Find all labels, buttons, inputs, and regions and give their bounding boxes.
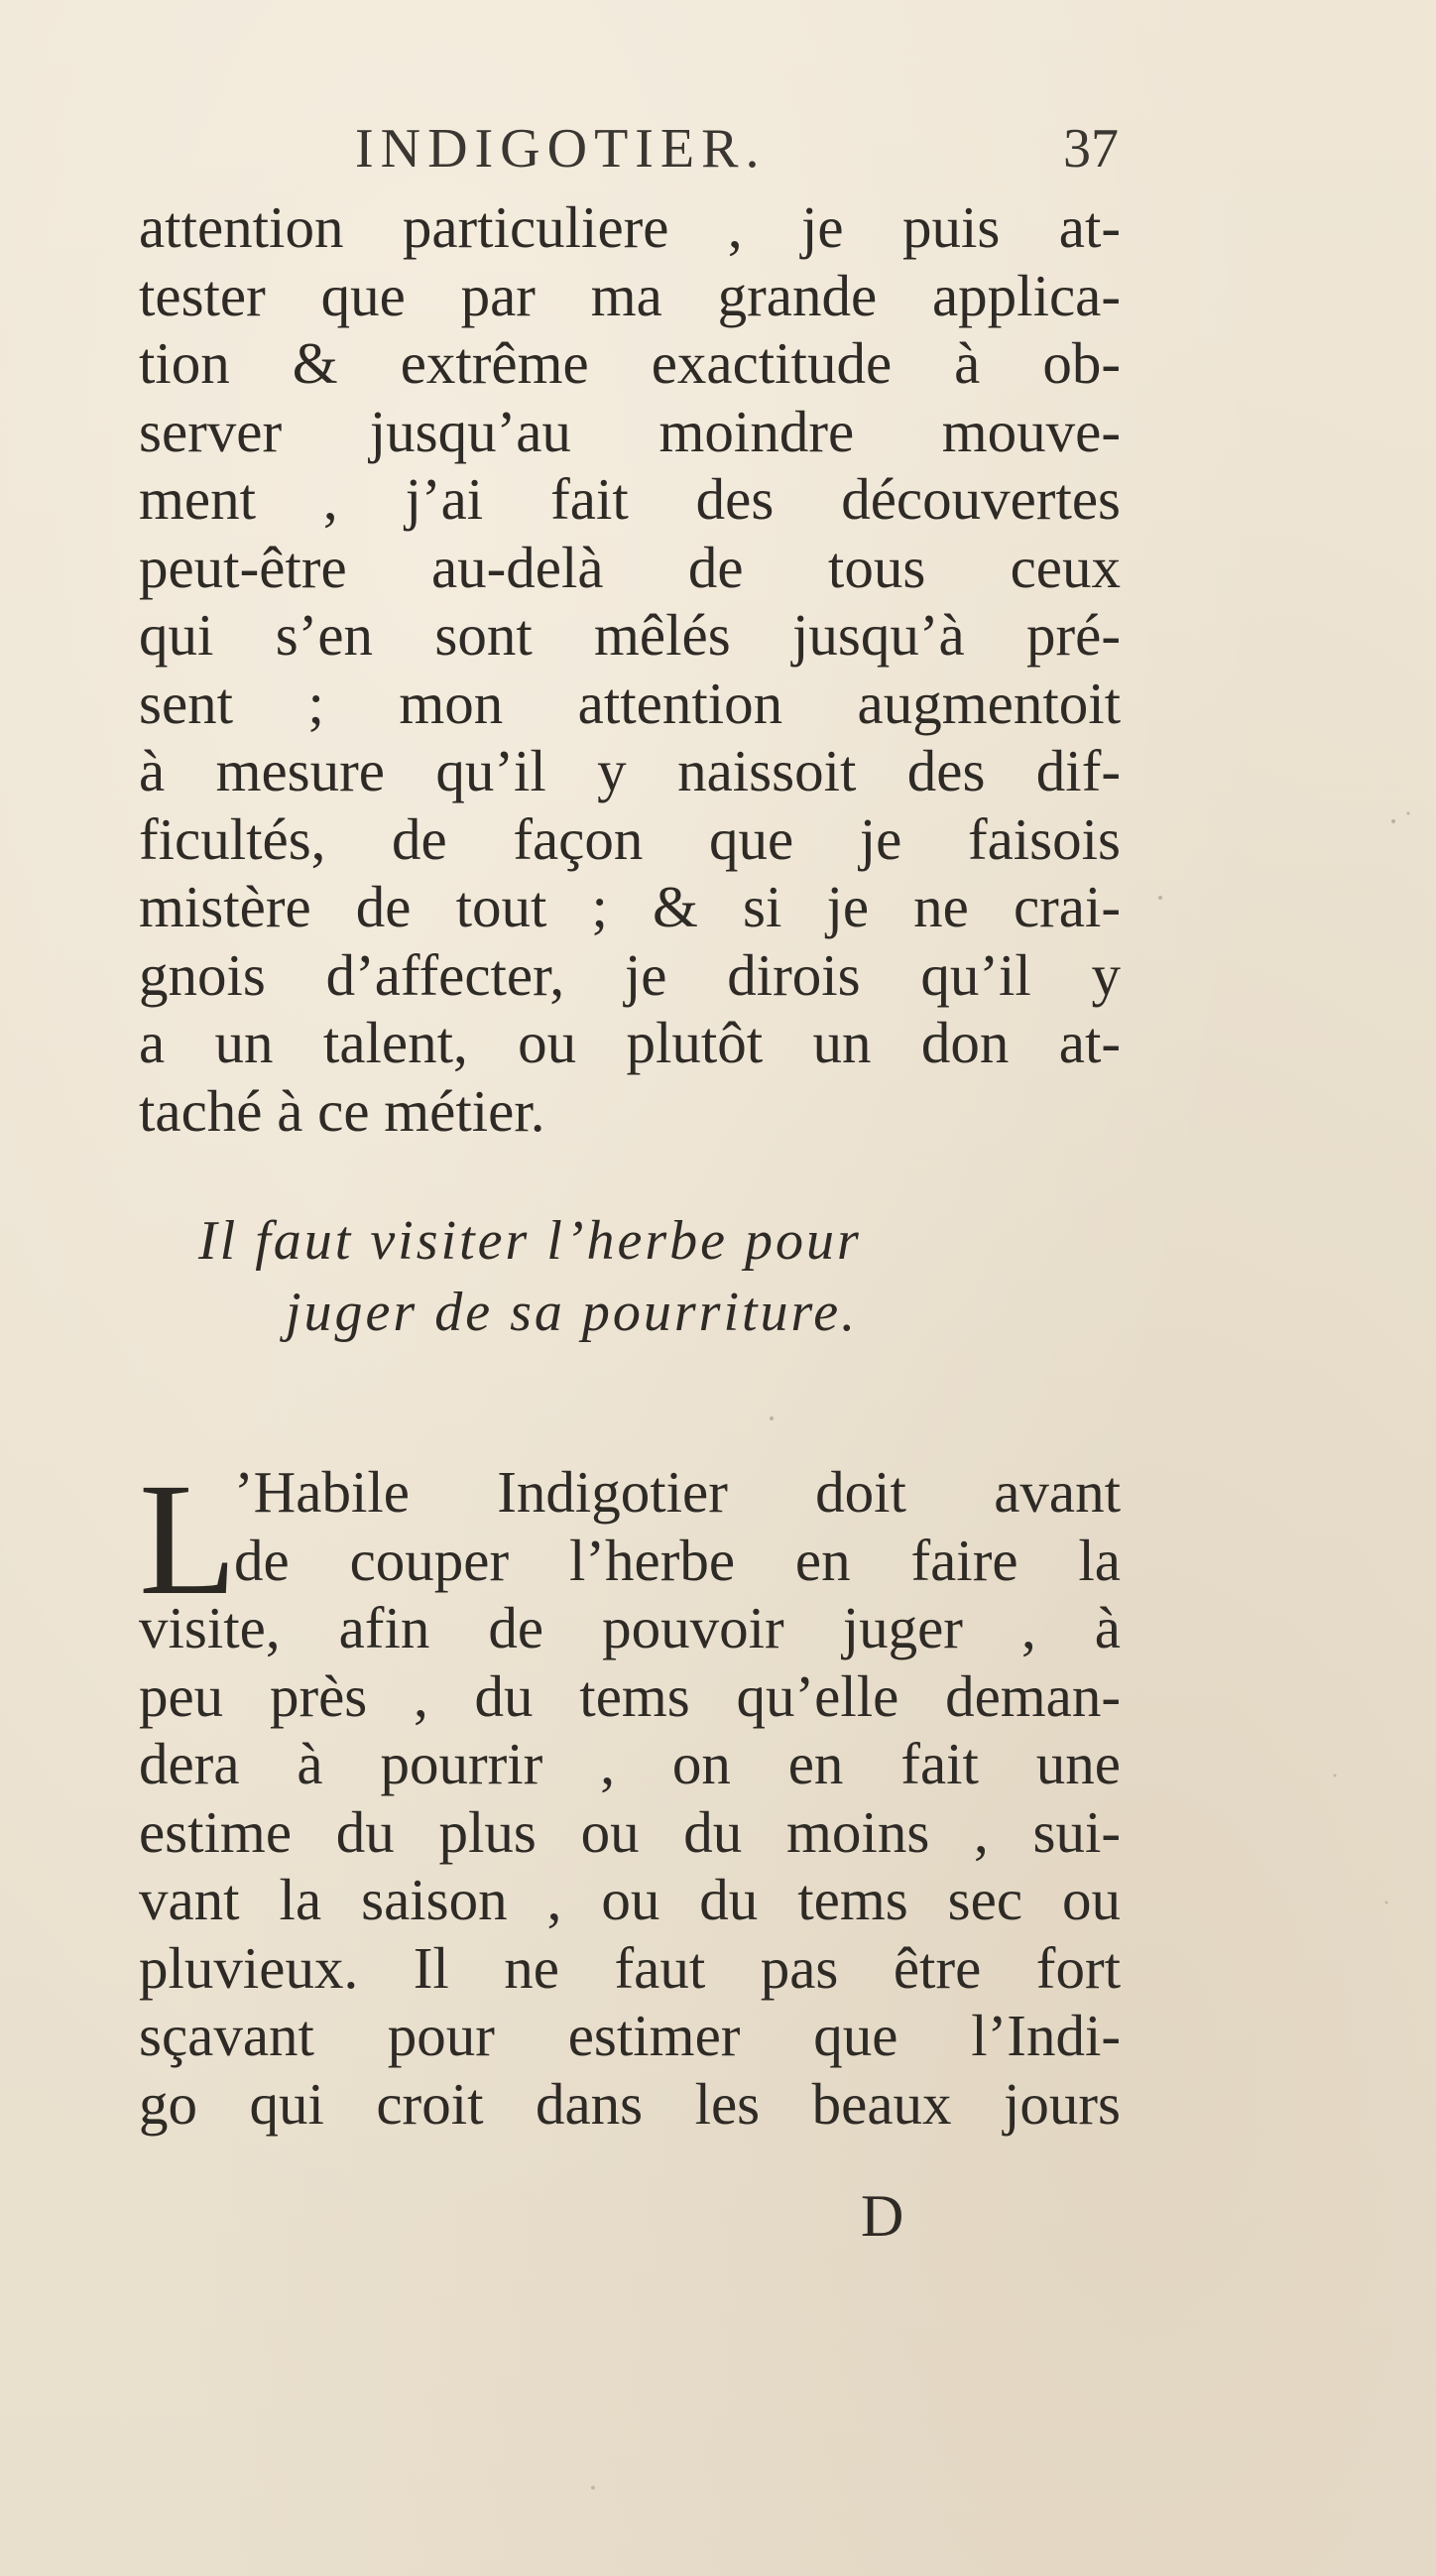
text-line: visite, afin de pouvoir juger , à xyxy=(139,1595,1121,1660)
text-line: ficultés, de façon que je faisois xyxy=(139,805,1121,872)
drop-cap: L xyxy=(139,1451,237,1629)
text-line: à mesure qu’il y naissoit des dif- xyxy=(139,738,1121,803)
text-line: mistère de tout ; & si je ne crai- xyxy=(139,874,1121,939)
running-title: INDIGOTIER. xyxy=(355,118,767,180)
text-line: ’Habile Indigotier doit avant xyxy=(234,1459,1121,1525)
signature-mark: D xyxy=(861,2183,904,2249)
text-line: taché à ce métier. xyxy=(139,1077,545,1144)
text-line: vant la saison , ou du tems sec ou xyxy=(139,1867,1121,1932)
text-line: qui s’en sont mêlés jusqu’à pré- xyxy=(139,602,1121,668)
text-line: ment , j’ai fait des découvertes xyxy=(139,466,1121,532)
running-head xyxy=(355,117,1119,196)
text-line: estime du plus ou du moins , sui- xyxy=(139,1798,1121,1865)
paragraph-1 xyxy=(139,193,1121,1145)
text-line: gnois d’affecter, je dirois qu’il y xyxy=(139,941,1121,1008)
text-line: sçavant pour estimer que l’Indi- xyxy=(139,2003,1121,2068)
text-line: pluvieux. Il ne faut pas être fort xyxy=(139,1934,1121,2001)
text-line: sent ; mon attention augmentoit xyxy=(139,670,1121,736)
text-line: go qui croit dans les beaux jours xyxy=(139,2070,1121,2137)
text-line: dera à pourrir , on en fait une xyxy=(139,1731,1121,1796)
text-line: attention particuliere , je puis at- xyxy=(139,194,1121,260)
text-line: a un talent, ou plutôt un don at- xyxy=(139,1010,1121,1075)
section-heading-line-1: Il faut visiter l’herbe pour xyxy=(198,1210,862,1272)
text-line: tester que par ma grande applica- xyxy=(139,262,1121,328)
page-number: 37 xyxy=(1063,118,1119,180)
text-line: peu près , du tems qu’elle deman- xyxy=(139,1662,1121,1729)
text-line: de couper l’herbe en faire la xyxy=(234,1527,1121,1593)
text-line: tion & extrême exactitude à ob- xyxy=(139,330,1121,396)
text-line: server jusqu’au moindre mouve- xyxy=(139,398,1121,464)
section-heading xyxy=(198,1205,1091,1348)
section-heading-line-2: juger de sa pourriture. xyxy=(286,1282,859,1343)
text-line: peut-être au-delà de tous ceux xyxy=(139,534,1121,600)
paragraph-2 xyxy=(139,1451,1121,2138)
